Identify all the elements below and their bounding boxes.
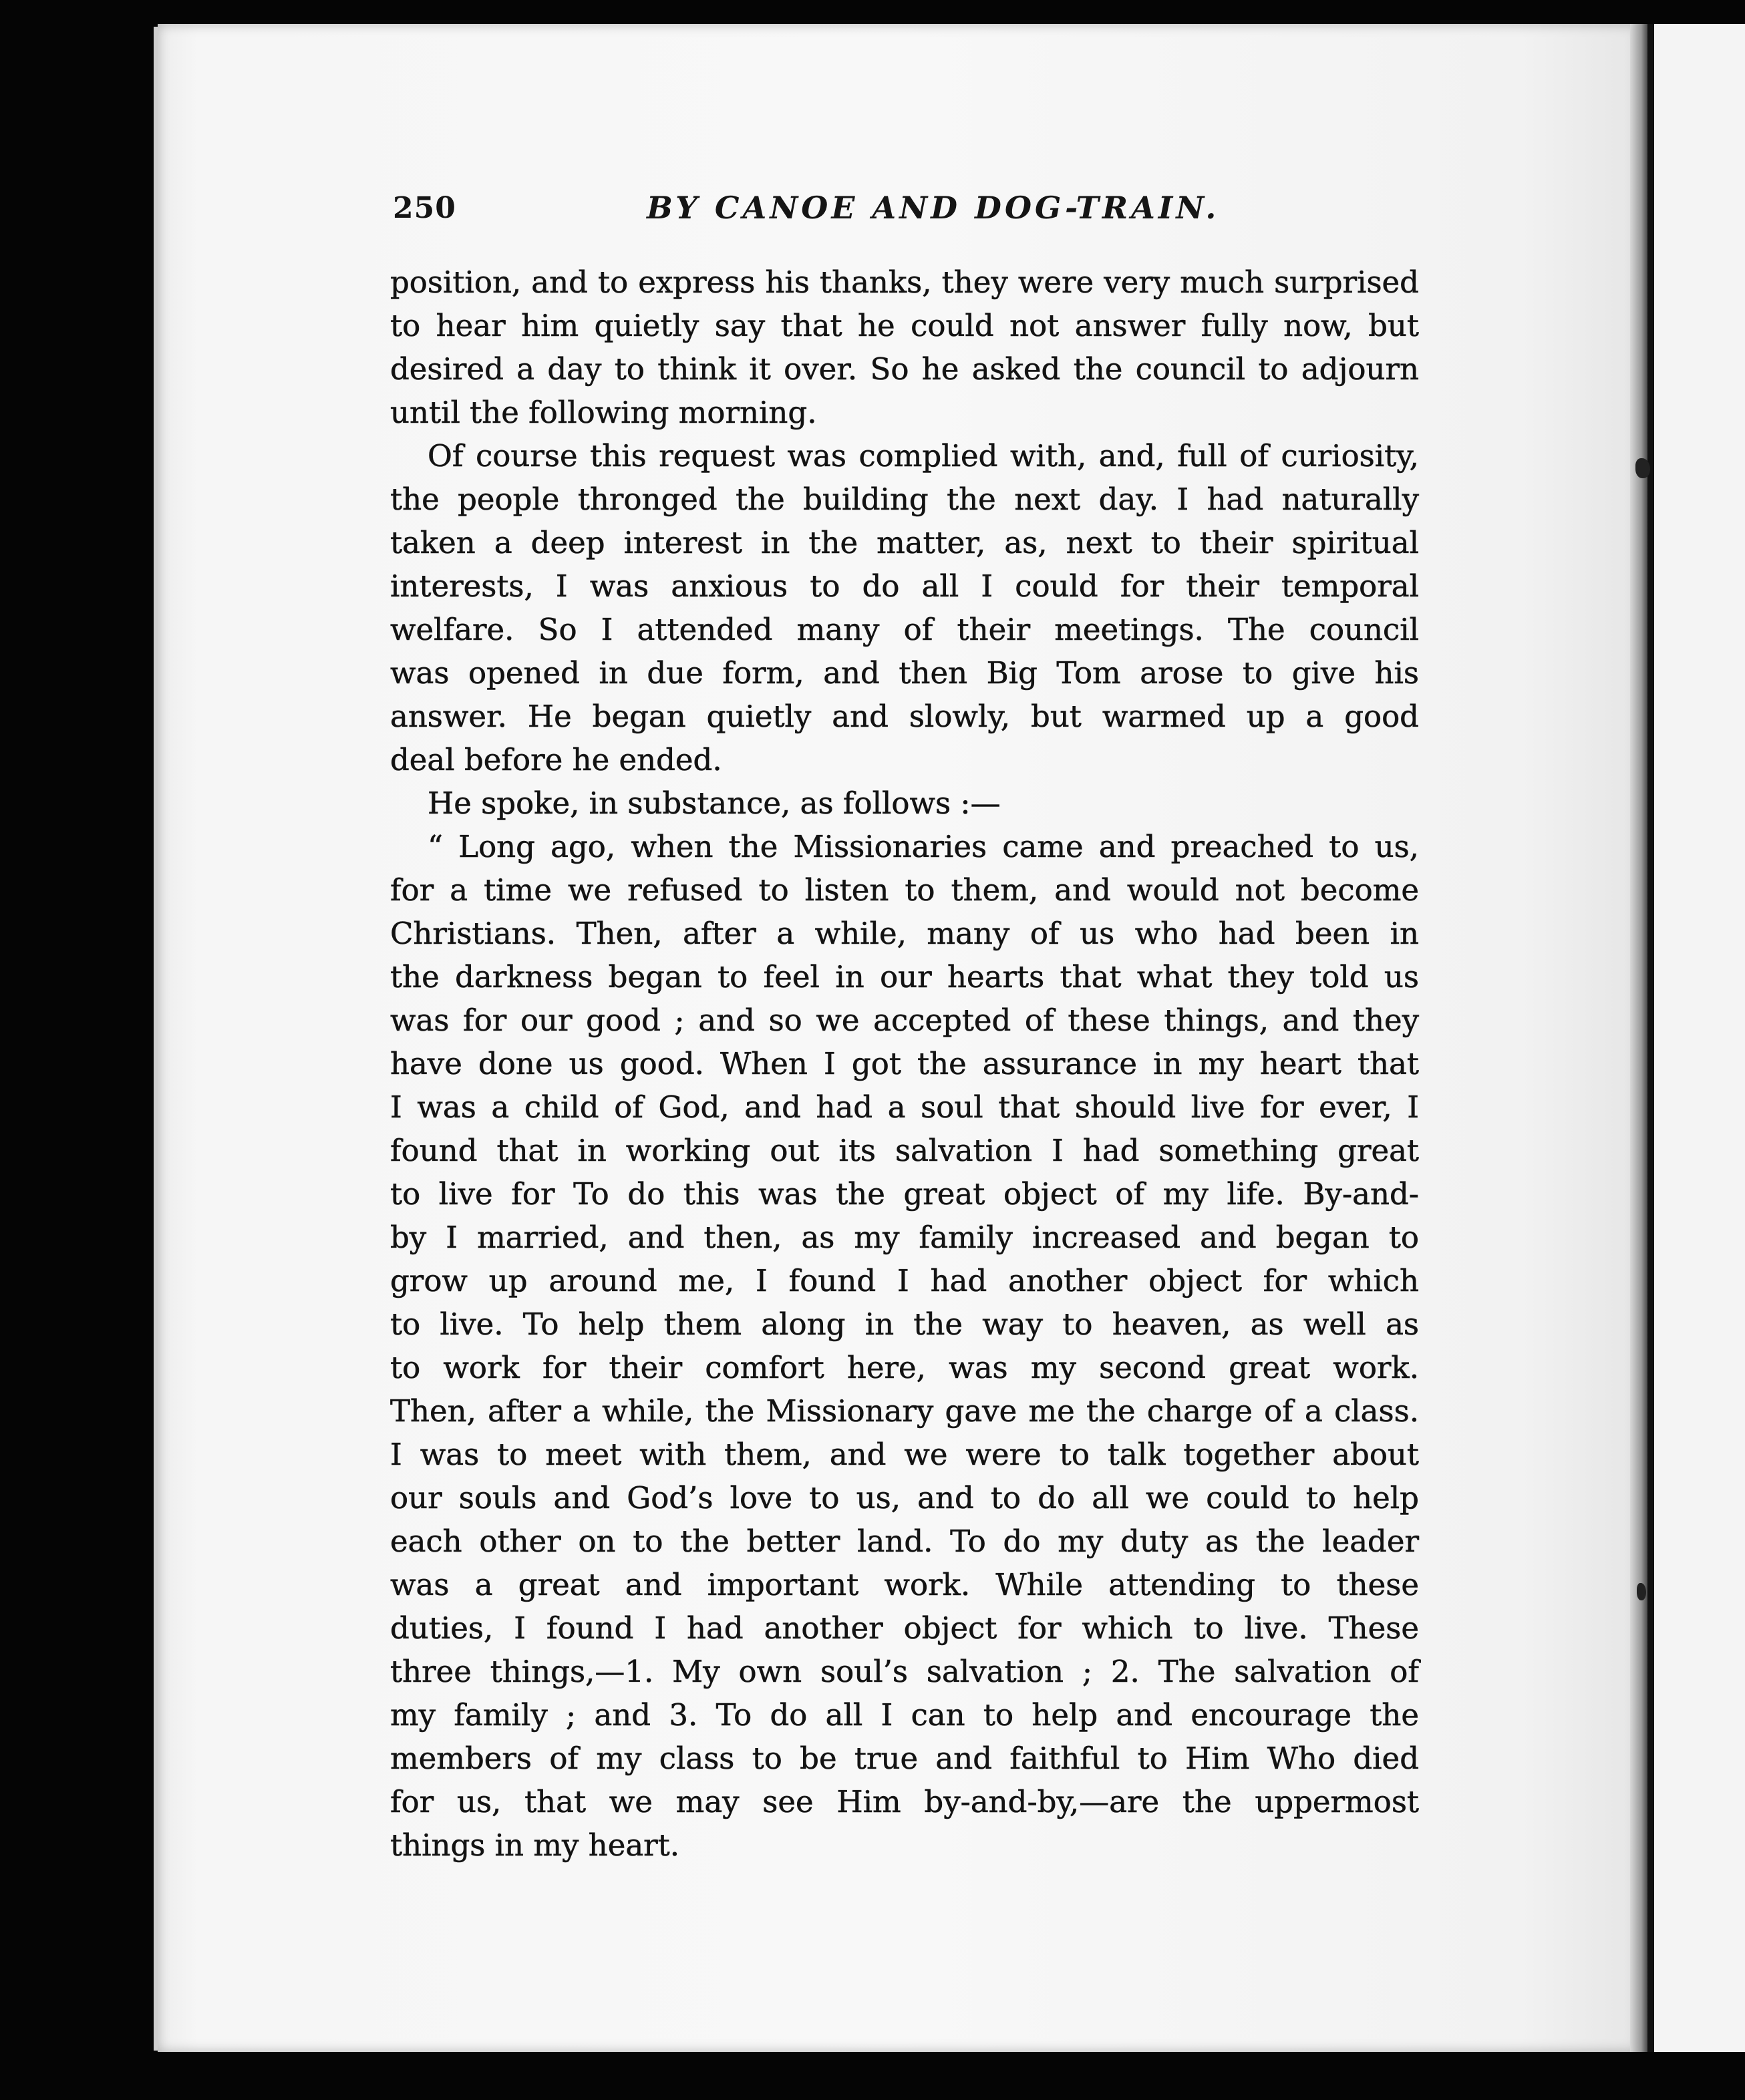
binding-edge-line — [1647, 24, 1654, 2052]
paragraph — [390, 781, 1419, 825]
text-line: “ Long ago, when the Missionaries came and preached to us, — [428, 829, 1419, 864]
text-line: the people thronged the building the next day. I had naturally — [390, 482, 1419, 517]
text-line: by I married, and then, as my family increased and began to — [390, 1220, 1419, 1255]
text-line: He spoke, in substance, as follows :— — [428, 785, 1001, 821]
text-line: the darkness began to feel in our hearts that what they told us — [390, 959, 1419, 995]
text-line: desired a day to think it over. So he asked the council to adjourn — [390, 351, 1419, 387]
text-line: Of course this request was complied with, and, full of curiosity, — [428, 438, 1419, 474]
text-line: for us, that we may see Him by-and-by,—are the uppermost — [390, 1784, 1419, 1819]
text-line: until the following morning. — [390, 395, 817, 430]
text-line: interests, I was anxious to do all I could for their temporal — [390, 568, 1419, 604]
text-line: was for our good ; and so we accepted of these things, and they — [390, 1003, 1419, 1038]
text-line: was opened in due form, and then Big Tom arose to give his — [390, 655, 1419, 691]
running-head — [393, 191, 1422, 231]
text-line: deal before he ended. — [390, 742, 722, 777]
text-line: things in my heart. — [390, 1827, 680, 1863]
text-line: position, and to express his thanks, they were very much surprised — [390, 265, 1419, 300]
paragraph — [390, 434, 1419, 781]
text-line: members of my class to be true and faithful to Him Who died — [390, 1741, 1419, 1776]
text-line: I was to meet with them, and we were to talk together about — [390, 1437, 1419, 1472]
text-line: three things,—1. My own soul’s salvation ; 2. The salvation of — [390, 1654, 1419, 1689]
body-text — [390, 260, 1419, 1867]
page-number: 250 — [393, 191, 456, 225]
paragraph — [390, 825, 1419, 1867]
text-line: to hear him quietly say that he could not answer fully now, but — [390, 308, 1419, 343]
running-title: BY CANOE AND DOG-TRAIN. — [647, 190, 1220, 226]
text-line: to live for To do this was the great object of my life. By-and- — [390, 1176, 1419, 1212]
text-line: to work for their comfort here, was my second great work. — [390, 1350, 1419, 1385]
text-line: each other on to the better land. To do my duty as the leader — [390, 1524, 1419, 1559]
text-line: my family ; and 3. To do all I can to help and encourage the — [390, 1697, 1419, 1733]
text-line: duties, I found I had another object for which to live. These — [390, 1610, 1419, 1646]
text-line: found that in working out its salvation I had something great — [390, 1133, 1419, 1168]
text-line: to live. To help them along in the way to heaven, as well as — [390, 1306, 1419, 1342]
text-line: our souls and God’s love to us, and to do all we could to help — [390, 1480, 1419, 1516]
binding-mark — [1635, 458, 1650, 478]
text-line: for a time we refused to listen to them, and would not become — [390, 872, 1419, 908]
text-line: taken a deep interest in the matter, as, next to their spiritual — [390, 525, 1419, 560]
paragraph — [390, 260, 1419, 434]
text-line: I was a child of God, and had a soul that should live for ever, I — [390, 1089, 1419, 1125]
binding-mark — [1637, 1583, 1646, 1600]
text-line: grow up around me, I found I had another object for which — [390, 1263, 1419, 1298]
text-line: Christians. Then, after a while, many of us who had been in — [390, 916, 1419, 951]
text-line: have done us good. When I got the assurance in my heart that — [390, 1046, 1419, 1081]
text-line: was a great and important work. While attending to these — [390, 1567, 1419, 1602]
text-line: answer. He began quietly and slowly, but warmed up a good — [390, 699, 1419, 734]
text-line: welfare. So I attended many of their meetings. The council — [390, 612, 1419, 647]
text-line: Then, after a while, the Missionary gave me the charge of a class. — [390, 1393, 1419, 1429]
adjacent-page-strip — [1654, 24, 1745, 2052]
scan-bottom-border — [0, 2052, 1745, 2100]
